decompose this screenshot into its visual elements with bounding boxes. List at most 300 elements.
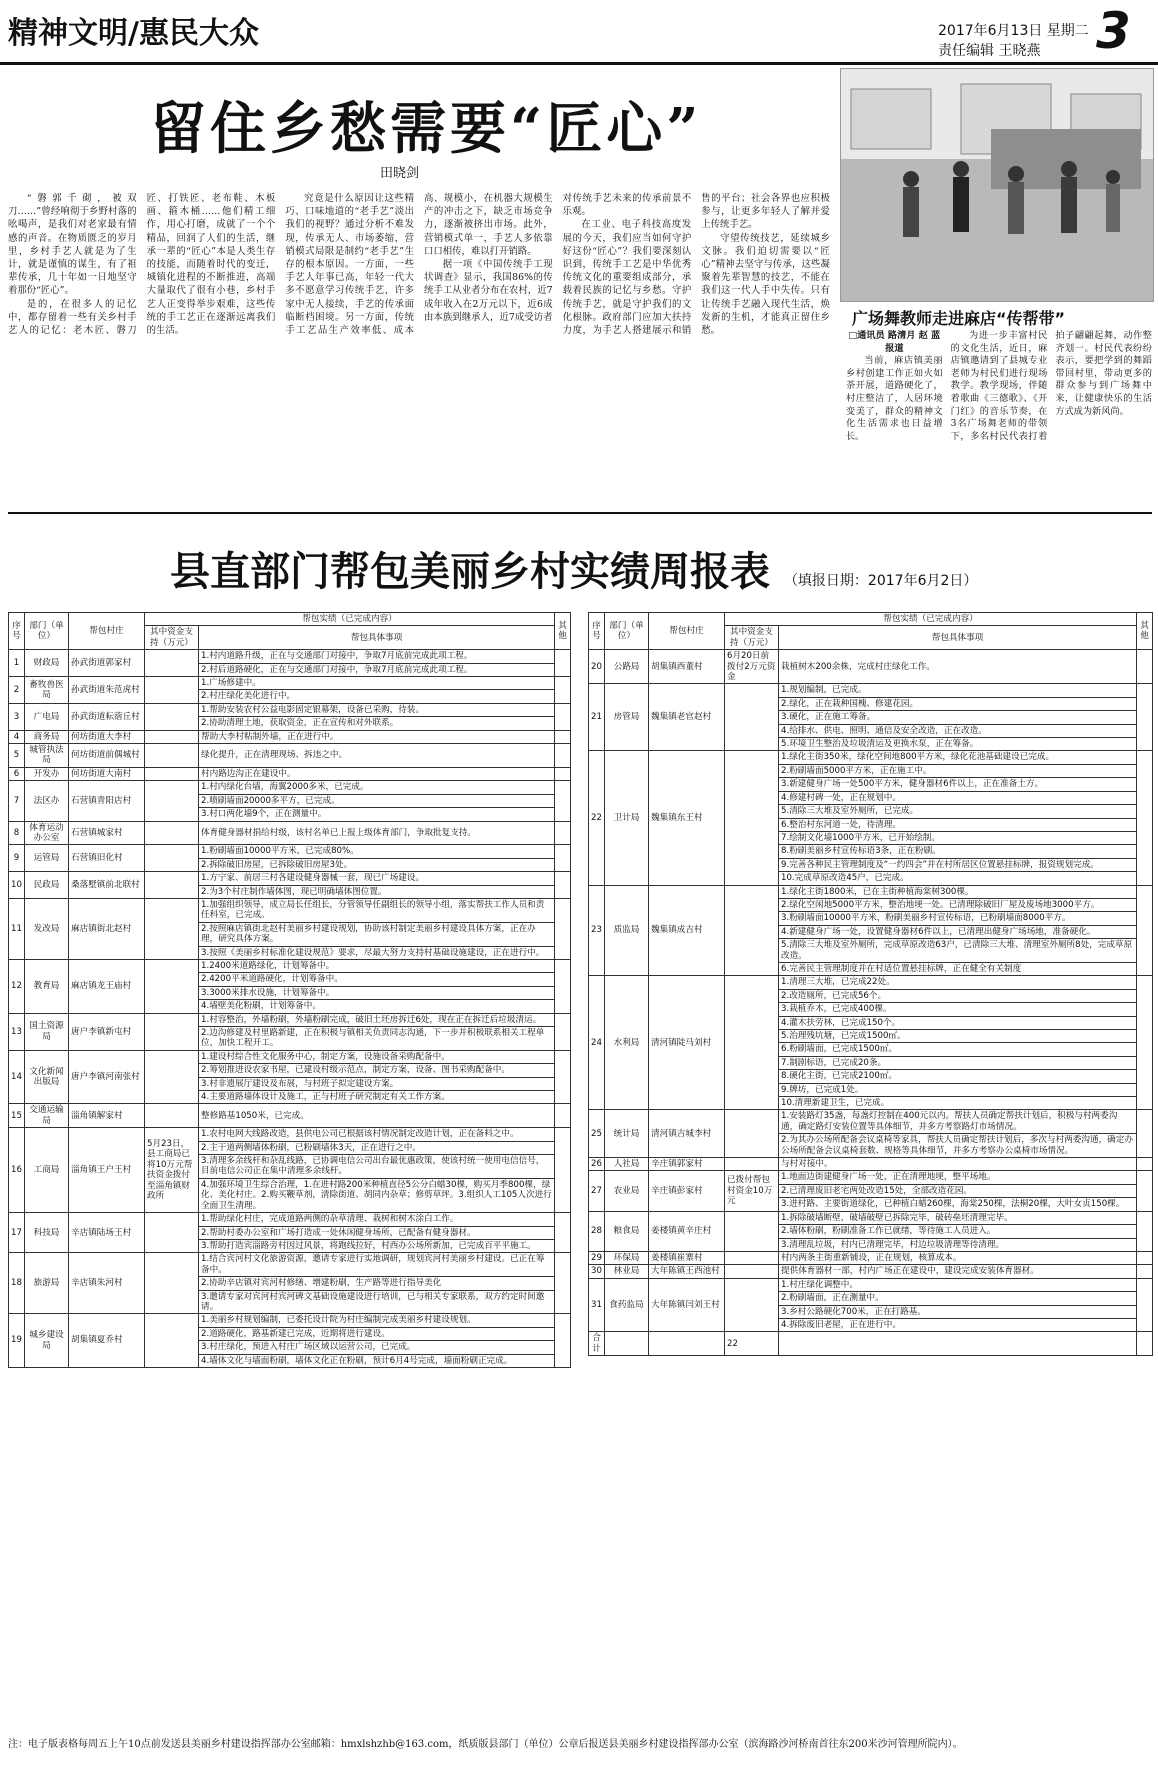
row-village: 辛庄镇郭家村 xyxy=(649,1158,725,1171)
row-item: 4.拆除废旧老屋，正在进行中。 xyxy=(779,1318,1137,1331)
row-item: 3.帮助打造宾淄路旁村因过风景，将跑线拉好，村西办公场所新加，已完成百平平施工。 xyxy=(199,1239,555,1252)
row-village: 唐户李镇新屯村 xyxy=(69,1013,145,1050)
row-village: 唐户李镇河南张村 xyxy=(69,1050,145,1104)
table-row xyxy=(9,1314,571,1327)
row-fund xyxy=(725,751,779,885)
row-number: 8 xyxy=(9,821,25,845)
row-item: 3.村庄绿化，预进入村庄广场区域以运营公司，已完成。 xyxy=(199,1341,555,1354)
row-item: 4.墙壁美化粉刷，计划筹备中。 xyxy=(199,1000,555,1013)
row-other xyxy=(555,781,571,821)
header-other: 其他 xyxy=(1137,613,1153,650)
row-dept: 城管执法局 xyxy=(25,744,69,768)
row-number: 22 xyxy=(589,751,605,885)
header-perf: 帮包实绩（已完成内容） xyxy=(725,613,1137,626)
row-number: 19 xyxy=(9,1314,25,1368)
row-other xyxy=(1137,976,1153,1110)
row-item: 1.农村电网大线路改造，县供电公司已根据该村情况制定改造计划，正在备料之中。 xyxy=(199,1128,555,1141)
row-fund xyxy=(145,650,199,677)
row-village: 淄角镇王户王村 xyxy=(69,1128,145,1213)
row-village: 孙武街道耘蓿丘村 xyxy=(69,703,145,730)
row-dept: 文化新闻出版局 xyxy=(25,1050,69,1104)
section-divider xyxy=(8,512,1152,514)
row-fund xyxy=(145,703,199,730)
side-paragraph: 为进一步丰富村民的文化生活，近日，麻店镇邀请到了县城专业老师为村民们进行现场教学。教学现场，伴随着歌曲《三德歌》、《开门红》的音乐节奏，在3名广场舞老师的带领下，多名村民代表打着拍子翩翩起舞，动作整齐划一。村民代表纷纷表示，要把学到的舞蹈带回村里，带动更多的群众参与到广场舞中来，让健康快乐的生活方式成为新风尚。 xyxy=(950,330,1152,442)
issue-date: 2017年6月13日 星期二 xyxy=(938,23,1089,39)
row-fund xyxy=(145,1104,199,1128)
footer-note: 注：电子版表格每周五上午10点前发送县美丽乡村建设指挥部办公室邮箱：hmxlshzhb@163.com，纸质版县部门（单位）公章后报送县美丽乡村建设指挥部办公室（滨海路沙河桥南首往东200米沙河管理所院内）。 xyxy=(8,1739,963,1750)
row-dept: 卫计局 xyxy=(605,751,649,885)
row-village: 清河镇吉城李村 xyxy=(649,1110,725,1158)
row-number: 5 xyxy=(9,744,25,768)
table-row xyxy=(9,744,571,768)
row-fund: 22 xyxy=(725,1332,779,1356)
row-item: 3.乡村公路硬化700米，正在打路基。 xyxy=(779,1305,1137,1318)
header-items: 帮包具体事项 xyxy=(199,626,555,650)
header-fund: 其中资金支持（万元） xyxy=(145,626,199,650)
row-item: 1.规划编制，已完成。 xyxy=(779,684,1137,697)
table-row xyxy=(589,751,1153,764)
row-other xyxy=(1137,1211,1153,1251)
row-item: 3.新建健身广场一处500平方米，健身器材6件以上，正在准备土方。 xyxy=(779,778,1137,791)
row-number: 25 xyxy=(589,1110,605,1158)
row-dept: 体育运动办公室 xyxy=(25,821,69,845)
row-item: 4.墙体文化与墙面粉刷，墙体文化正在粉刷，预计6月4号完成，墙面粉刷正完成。 xyxy=(199,1354,555,1367)
row-dept: 粮食局 xyxy=(605,1211,649,1251)
row-item: 1.2400米道路绿化，计划筹备中。 xyxy=(199,959,555,972)
row-village: 姜楼镇崔寨村 xyxy=(649,1251,725,1264)
row-item: 3.清理乱垃圾，村内已清理完毕，村边垃圾清理等待清理。 xyxy=(779,1238,1137,1251)
row-number: 3 xyxy=(9,703,25,730)
row-village: 何坊街道大南村 xyxy=(69,767,145,780)
row-item: 9.完善各种民主管理制度及“一约四会”并在村所居区位置悬挂标牌，报资规划完成。 xyxy=(779,858,1137,871)
report-fill-date: （填报日期：2017年6月2日） xyxy=(783,573,978,589)
row-item: 1.帮助绿化村庄，完成道路两侧的杂草清理、栽树和树木涂白工作。 xyxy=(199,1213,555,1226)
row-item: 栽植树木200余株，完成村庄绿化工作。 xyxy=(779,650,1137,684)
header-perf: 帮包实绩（已完成内容） xyxy=(145,613,555,626)
row-village: 魏集镇成吉村 xyxy=(649,885,725,976)
article-body xyxy=(8,192,830,498)
table-row xyxy=(9,677,571,690)
article-paragraph: 据一项《中国传统手工现状调查》显示，我国86%的传统手工从业者分布在农村，近7成年收入在2万元以下，近6成由本族到继承人，近7成受访者对传统手艺未来的传承前景不乐观。 xyxy=(423,193,692,323)
row-dept: 旅游局 xyxy=(25,1253,69,1314)
row-fund xyxy=(725,1158,779,1171)
row-number: 16 xyxy=(9,1128,25,1213)
row-item: 1.村庄绿化调整中。 xyxy=(779,1278,1137,1291)
row-other xyxy=(555,959,571,1013)
row-fund xyxy=(145,767,199,780)
section-title: 精神文明/惠民大众 xyxy=(8,16,259,51)
row-village: 淄角镇解家村 xyxy=(69,1104,145,1128)
row-number: 14 xyxy=(9,1050,25,1104)
report-table-left xyxy=(8,612,571,1368)
header-village: 帮包村庄 xyxy=(649,613,725,650)
row-item: 2.道路硬化，路基新建已完成，近期将进行建设。 xyxy=(199,1327,555,1340)
row-number: 12 xyxy=(9,959,25,1013)
row-number: 11 xyxy=(9,898,25,959)
row-other xyxy=(555,821,571,845)
table-row xyxy=(9,781,571,794)
row-item: 2.粉刷墙面5000平方米，正在施工中。 xyxy=(779,764,1137,777)
row-item: 1.村内道路升级，正在与交通部门对接中，争取7月底前完成此项工程。 xyxy=(199,650,555,663)
row-fund: 5月23日，县工商局已将10万元帮扶资金拨付至淄角镇财政所 xyxy=(145,1128,199,1213)
row-item: 2.主干道两侧墙体粉刷，已粉刷墙体3天，正在进行之中。 xyxy=(199,1141,555,1154)
row-item: 6.整治村东河道一处，待清理。 xyxy=(779,818,1137,831)
header-dept: 部门（单位） xyxy=(25,613,69,650)
table-row xyxy=(9,872,571,885)
row-number: 15 xyxy=(9,1104,25,1128)
row-other xyxy=(555,744,571,768)
row-dept: 科技局 xyxy=(25,1213,69,1253)
row-dept: 人社局 xyxy=(605,1158,649,1171)
row-fund xyxy=(725,885,779,976)
row-other xyxy=(555,767,571,780)
row-number: 24 xyxy=(589,976,605,1110)
row-other xyxy=(555,1104,571,1128)
article-author: 田晓剑 xyxy=(380,166,420,181)
page-number: 3 xyxy=(1096,2,1131,60)
row-item: 1.清理三大堆，已完成22处。 xyxy=(779,976,1137,989)
side-article xyxy=(846,330,1152,498)
row-fund xyxy=(145,677,199,704)
table-row xyxy=(9,767,571,780)
row-village: 麻店镇街北赵村 xyxy=(69,898,145,959)
row-fund xyxy=(145,1213,199,1253)
row-item: 1.地面边街建健身广场一处，正在清理地埂，整平场地。 xyxy=(779,1171,1137,1184)
row-other xyxy=(555,1314,571,1368)
row-dept: 发改局 xyxy=(25,898,69,959)
row-item: 6.粉刷墙面，已完成1500㎡。 xyxy=(779,1043,1137,1056)
row-item: 2.为其办公场所配备会议桌椅等家具，帮扶人员确定帮扶计划后，多次与村两委沟通，确定办公场所配备会议桌椅套数、规格等具体细节，并多方考察办公桌椅市场情况。 xyxy=(779,1134,1137,1158)
row-dept: 工商局 xyxy=(25,1128,69,1213)
row-dept xyxy=(605,1332,649,1356)
header-dept: 部门（单位） xyxy=(605,613,649,650)
row-item: 2.村庄绿化美化进行中。 xyxy=(199,690,555,703)
row-item: 2.墙体粉刷，粉刷准备工作已就绪，等待施工人员进入。 xyxy=(779,1225,1137,1238)
row-dept: 农业局 xyxy=(605,1171,649,1211)
row-dept: 林业局 xyxy=(605,1265,649,1278)
table-row xyxy=(589,1158,1153,1171)
row-other xyxy=(555,898,571,959)
row-village: 清河镇陡马刘村 xyxy=(649,976,725,1110)
row-fund xyxy=(145,1253,199,1314)
row-item: 2.拆除破旧房屋，已拆除破旧房屋3处。 xyxy=(199,858,555,871)
row-item: 1.广场修建中。 xyxy=(199,677,555,690)
row-other xyxy=(555,1128,571,1213)
header-village: 帮包村庄 xyxy=(69,613,145,650)
table-row xyxy=(9,959,571,972)
row-fund xyxy=(145,1013,199,1050)
row-fund xyxy=(725,1251,779,1264)
table-row xyxy=(589,1171,1153,1184)
row-item: 2.已清理废旧老宅两处改造15处，全部改造花园。 xyxy=(779,1184,1137,1197)
table-row xyxy=(9,650,571,663)
row-village: 胡集镇西董村 xyxy=(649,650,725,684)
report-title xyxy=(170,540,977,597)
article-headline: 留住乡愁需要“匠心” xyxy=(150,96,703,162)
row-other xyxy=(1137,1332,1153,1356)
report-title-text: 县直部门帮包美丽乡村实绩周报表 xyxy=(170,548,770,595)
header-no: 序号 xyxy=(589,613,605,650)
row-item: 村内路边沟正在建设中。 xyxy=(199,767,555,780)
row-other xyxy=(555,650,571,677)
row-item: 6.完善民主管理制度并在村适位置悬挂标牌，正在健全有关制度 xyxy=(779,962,1137,975)
row-item: 3.村口两化墙9个，正在测量中。 xyxy=(199,808,555,821)
row-item: 2.绿化空闲地5000平方米，整治地埂一处。已清理除破旧厂屋及废场地3000平方。 xyxy=(779,898,1137,911)
row-item: 4.给排水、供电、照明、通信及安全改造，正在改造。 xyxy=(779,724,1137,737)
row-item: 3.进村路、主要街道绿化，已种植白蜡260棵，海棠250棵，法桐20棵，大叶女贞150棵。 xyxy=(779,1198,1137,1211)
row-fund xyxy=(145,1314,199,1368)
header-no: 序号 xyxy=(9,613,25,650)
row-fund xyxy=(145,744,199,768)
row-village: 辛店镇陆场王村 xyxy=(69,1213,145,1253)
table-row xyxy=(9,1013,571,1026)
row-item: 1.帮助安装农村公益电影固定银幕架，设备已采购，待装。 xyxy=(199,703,555,716)
row-other xyxy=(555,845,571,872)
row-number: 6 xyxy=(9,767,25,780)
table-row xyxy=(589,1278,1153,1291)
row-number: 20 xyxy=(589,650,605,684)
row-village: 石营镇城家村 xyxy=(69,821,145,845)
row-dept: 民政局 xyxy=(25,872,69,899)
row-item: 4.主要道路墙体设计及施工，正与村班子研究制定有关工作方案。 xyxy=(199,1091,555,1104)
row-other xyxy=(555,872,571,899)
side-byline: □通讯员 路清月 赵 蓝 报道 xyxy=(848,330,941,354)
row-number: 29 xyxy=(589,1251,605,1264)
row-village: 魏集镇老官赵村 xyxy=(649,684,725,751)
row-item: 2.协助辛店镇对宾河村修缮、增建粉刷，生产路等进行指导美化 xyxy=(199,1277,555,1290)
table-row xyxy=(9,730,571,743)
row-fund xyxy=(145,781,199,821)
row-number: 30 xyxy=(589,1265,605,1278)
row-fund xyxy=(145,1050,199,1104)
row-number: 合计 xyxy=(589,1332,605,1356)
row-item: 1.绿化主街350米，绿化空间地800平方米，绿化花池基础建设已完成。 xyxy=(779,751,1137,764)
table-row xyxy=(589,1110,1153,1134)
row-village: 大年陈镇闫刘王村 xyxy=(649,1278,725,1332)
table-row xyxy=(9,845,571,858)
row-fund xyxy=(145,959,199,1013)
row-dept: 国土资源局 xyxy=(25,1013,69,1050)
row-item: 4.修建村碑一处，正在规划中。 xyxy=(779,791,1137,804)
row-dept: 城乡建设局 xyxy=(25,1314,69,1368)
row-fund xyxy=(725,684,779,751)
row-village: 何坊街道前偶城村 xyxy=(69,744,145,768)
row-dept: 畜牧兽医局 xyxy=(25,677,69,704)
row-item: 10.完成草原改造45户，已完成。 xyxy=(779,872,1137,885)
row-item: 绿化提升，正在清理现场、拆违之中。 xyxy=(199,744,555,768)
row-fund xyxy=(725,1211,779,1251)
row-item: 3.村非遗展厅建设及布展，与村班子拟定建设方案。 xyxy=(199,1077,555,1090)
row-other xyxy=(1137,650,1153,684)
row-number: 21 xyxy=(589,684,605,751)
table-row xyxy=(589,650,1153,684)
row-village: 辛庄镇彭家村 xyxy=(649,1171,725,1211)
row-item: 1.结合宾河村文化旅游资源，邀请专家进行实地调研，规划宾河村美丽乡村建设。已正在筹备中。 xyxy=(199,1253,555,1277)
row-other xyxy=(555,1213,571,1253)
row-other xyxy=(1137,1265,1153,1278)
header-fund: 其中资金支持（万元） xyxy=(725,626,779,650)
row-item: 2.筹划推进设农家书屋，已建设村级示范点，制定方案，设备、图书采购配备中。 xyxy=(199,1064,555,1077)
row-item: 1.绿化主街1800米，已在主街种植海棠树300棵。 xyxy=(779,885,1137,898)
row-fund xyxy=(725,1265,779,1278)
row-dept: 环保局 xyxy=(605,1251,649,1264)
article-paragraph: 是的，在很多人的记忆中，都存留着一些有关乡村手艺人的记忆：老木匠、磐刀匠、打铁匠、老布鞋、木板画、箍木桶……他们精工细作，用心打磨，成就了一个个精品，回润了人们的生活，继承一辈的“匠心”本是人类生存的技能，而随着时代的变迁，城镇化进程的不断推进，高端大量取代了很有小巷，乡村手艺人正变得举步艰难，这些传统的手工艺正在逐渐远离我们的生活。 xyxy=(8,193,276,337)
table-row xyxy=(9,821,571,845)
table-row xyxy=(589,1332,1153,1356)
row-number: 1 xyxy=(9,650,25,677)
row-item: 10.清理新建卫生，已完成。 xyxy=(779,1097,1137,1110)
article-paragraph: 在工业、电子科技高度发展的今天，我们应当如何守护好这份“匠心”？我们要深刻认识到，传统手工艺是中华优秀传统文化的重要组成部分，承载着民族的记忆与乡愁。守护传统手艺，就是守护我们的文化根脉。政府部门应加大扶持力度，为手艺人搭建展示和销售的平台；社会各界也应积极参与，让更多年轻人了解并爱上传统手艺。 xyxy=(562,193,830,337)
row-dept: 商务局 xyxy=(25,730,69,743)
row-item: 1.粉刷墙面10000平方米，已完成80%。 xyxy=(199,845,555,858)
table-row xyxy=(9,1128,571,1141)
row-village: 桑落墅镇前北联村 xyxy=(69,872,145,899)
table-row xyxy=(9,898,571,922)
row-item: 2.按照麻店镇街北赵村美丽乡村建设规划，协助该村制定美丽乡村建设具体方案，正在办理，研究具体方案。 xyxy=(199,922,555,946)
table-row xyxy=(589,1265,1153,1278)
row-other xyxy=(1137,885,1153,976)
table-row xyxy=(589,684,1153,697)
row-item: 4.新建健身广场一处，设置健身器材6件以上，已清理出健身广场场地，准备硬化。 xyxy=(779,925,1137,938)
row-item: 5.清除三大堆及室外厕所，已完成。 xyxy=(779,805,1137,818)
row-item: 5.治理残坑塘，已完成1500㎡。 xyxy=(779,1030,1137,1043)
table-row xyxy=(589,885,1153,898)
row-dept: 交通运输局 xyxy=(25,1104,69,1128)
row-dept: 财政局 xyxy=(25,650,69,677)
row-item: 3.按照《美丽乡村标准化建设规范》要求，尽最大努力支持村基础设施建设，正在进行中。 xyxy=(199,946,555,959)
row-other xyxy=(1137,1158,1153,1171)
row-dept: 质监局 xyxy=(605,885,649,976)
row-other xyxy=(1137,684,1153,751)
row-item xyxy=(779,1332,1137,1356)
row-other xyxy=(1137,1110,1153,1158)
editor-credit: 责任编辑 王晓燕 xyxy=(938,43,1041,59)
row-fund xyxy=(725,1278,779,1332)
photo-caption: 广场舞教师走进麻店“传帮带” xyxy=(852,309,1066,328)
row-item: 2.绿化，正在栽种国槐、修建花园。 xyxy=(779,697,1137,710)
row-fund xyxy=(145,821,199,845)
row-dept: 公路局 xyxy=(605,650,649,684)
header-other: 其他 xyxy=(555,613,571,650)
table-row xyxy=(9,1050,571,1063)
page-header xyxy=(0,0,1158,65)
article-paragraph: 究竟是什么原因让这些精巧、口味地道的“老手艺”淡出我们的视野？通过分析不难发现，传承无人、市场萎缩，营销模式局限是制约“老手艺”生存的根本原因。一方面，一些手艺人年事已高，年轻一代大多不愿意学习传统手艺，许多家中无人接续，手艺的传承面临断档困境。另一方面，传统手工艺品生产效率低、成本高、规模小，在机器大规模生产的冲击之下，缺乏市场竞争力，逐渐被挤出市场。此外，营销模式单一，手艺人多依靠口口相传，难以打开销路。 xyxy=(285,193,553,337)
row-item: 1.美丽乡村规划编制，已委托设计院为村庄编制完成美丽乡村建设规划。 xyxy=(199,1314,555,1327)
row-village: 大年陈镇王西池村 xyxy=(649,1265,725,1278)
row-number: 27 xyxy=(589,1171,605,1211)
side-paragraph: 当前，麻店镇美丽乡村创建工作正如火如荼开展，道路硬化了，村庄整洁了，人居环境变美了，群众的精神文化生活需求也日益增长。 xyxy=(846,355,943,442)
row-village: 姜楼镇黄辛庄村 xyxy=(649,1211,725,1251)
article-paragraph: 守望传统技艺，延续城乡文脉。我们迫切需要以“匠心”精神去坚守与传承，这些凝聚着先辈智慧的技艺，不能在我们这一代人手中失传。只有让传统手艺融入现代生活，焕发新的生机，才能真正留住乡愁。 xyxy=(701,232,830,337)
dance-photo xyxy=(840,68,1154,302)
row-village: 辛店镇朱河村 xyxy=(69,1253,145,1314)
row-village: 孙武街道郭家村 xyxy=(69,650,145,677)
row-number: 18 xyxy=(9,1253,25,1314)
article-paragraph: “磐郭千砌，被双刀……”曾经响彻于乡野村落的吆喝声，是我们对老家最有情感的声音。在物质匮乏的岁月里，乡村手艺人就是为了生计，就是谨慎的谋生，有了祖辈传承，几十年如一日地坚守着那份“匠心”。 xyxy=(8,193,137,297)
row-number: 9 xyxy=(9,845,25,872)
row-fund xyxy=(145,872,199,899)
row-village: 孙武街道朱范虎村 xyxy=(69,677,145,704)
row-number: 28 xyxy=(589,1211,605,1251)
row-item: 村内两条主街重新铺设，正在规划，核算成本。 xyxy=(779,1251,1137,1264)
row-item: 帮助大李村粘制外墙，正在进行中。 xyxy=(199,730,555,743)
row-item: 8.粉刷美丽乡村宣传标语3条，正在粉刷。 xyxy=(779,845,1137,858)
row-number: 17 xyxy=(9,1213,25,1253)
report-table-right xyxy=(588,612,1153,1356)
row-item: 3.邀请专家对宾河村宾河碑文基础设施建设进行培训，已与相关专家联系，双方约定时间邀请。 xyxy=(199,1290,555,1314)
row-village: 何坊街道大李村 xyxy=(69,730,145,743)
row-dept: 法区办 xyxy=(25,781,69,821)
row-dept: 教育局 xyxy=(25,959,69,1013)
row-number: 2 xyxy=(9,677,25,704)
row-fund xyxy=(725,1110,779,1158)
table-row xyxy=(589,976,1153,989)
row-item: 3.硬化，正在施工筹备。 xyxy=(779,711,1137,724)
row-fund: 6月20日前拨付2万元资金 xyxy=(725,650,779,684)
row-dept: 房管局 xyxy=(605,684,649,751)
header-items: 帮包具体事项 xyxy=(779,626,1137,650)
row-item: 2.4200平米道路硬化，计划筹备中。 xyxy=(199,973,555,986)
row-fund: 已拨付帮包村资金10万元 xyxy=(725,1171,779,1211)
row-item: 2.为3个村庄制作墙体图，现已明确墙体图位置。 xyxy=(199,885,555,898)
row-item: 1.村容整治，外墙粉刷，外墙粉刷完成，破旧土坯房拆迁6处，现在正在拆迁后垃圾清运。 xyxy=(199,1013,555,1026)
row-other xyxy=(1137,751,1153,885)
row-item: 5.环境卫生整治及垃圾清运及更换水泵，正在筹备。 xyxy=(779,738,1137,751)
table-row xyxy=(9,1104,571,1128)
row-village: 石营镇旧化村 xyxy=(69,845,145,872)
row-item: 5.清除三大堆及室外厕所，完成草原改造63户，已清除三大堆、清理室外厕所8处，完成草原改造。 xyxy=(779,939,1137,963)
row-village: 麻店镇龙王庙村 xyxy=(69,959,145,1013)
row-item: 3.3000米排水设施，计划筹备中。 xyxy=(199,986,555,999)
photo-illustration xyxy=(841,69,1153,301)
row-item: 1.安装路灯35盏，每盏灯控制在400元以内。帮扶人员确定帮扶计划后，积极与村两委沟通，确定路灯安装位置等具体细节，并多方考察路灯市场情况。 xyxy=(779,1110,1137,1134)
row-fund xyxy=(145,898,199,959)
row-number: 10 xyxy=(9,872,25,899)
row-other xyxy=(1137,1278,1153,1332)
row-other xyxy=(555,1050,571,1104)
row-dept: 开发办 xyxy=(25,767,69,780)
row-item: 整修路基1050米，已完成。 xyxy=(199,1104,555,1128)
row-other xyxy=(1137,1251,1153,1264)
row-dept: 运管局 xyxy=(25,845,69,872)
row-village: 胡集镇夏乔村 xyxy=(69,1314,145,1368)
row-item: 提供体育器材一部，村内广场正在建设中，建设完成安装体育器材。 xyxy=(779,1265,1137,1278)
row-item: 4.加强环境卫生综合治理，1.在进村路200米种植直径5公分白蜡30棵，购买月季800棵，绿化、美化村庄。2.购买鞭草剂，清除街道、胡同内杂草；修剪草坪。3.组织人工105人次进行全面卫生清理。 xyxy=(199,1178,555,1212)
row-item: 7.制剧标语，已完成20条。 xyxy=(779,1056,1137,1069)
row-number: 4 xyxy=(9,730,25,743)
row-other xyxy=(1137,1171,1153,1211)
table-row xyxy=(9,1213,571,1226)
row-item: 2.村后道路硬化，正在与交通部门对接中，争取7月底前完成此项工程。 xyxy=(199,663,555,676)
row-number: 23 xyxy=(589,885,605,976)
row-item: 1.拆除破墙断壁，破墙破壁已拆除完毕，破砖垒坯清理完毕。 xyxy=(779,1211,1137,1224)
row-item: 3.栽植乔木，已完成400棵。 xyxy=(779,1003,1137,1016)
row-dept: 食药监局 xyxy=(605,1278,649,1332)
row-item: 2.帮助村委办公室和广场打造成一处休闲健身场所，已配备有健身器材。 xyxy=(199,1226,555,1239)
row-item: 2.边沟修建及村里路新建，正在积极与镇相关负责同志沟通，下一步并积极联系相关工程单位，加快工程开工。 xyxy=(199,1027,555,1051)
table-row xyxy=(589,1251,1153,1264)
table-row xyxy=(9,703,571,716)
row-other xyxy=(555,677,571,704)
row-item: 7.绘制文化墙1000平方米，已开始绘制。 xyxy=(779,831,1137,844)
row-item: 3.清理多余线杆和杂乱线路，已协调电信公司出台最优惠政策，使该村统一使用电信信号，目前电信公司正在集中清理多余线杆。 xyxy=(199,1155,555,1179)
row-number: 31 xyxy=(589,1278,605,1332)
row-village xyxy=(649,1332,725,1356)
row-other xyxy=(555,1013,571,1050)
row-village: 魏集镇东王村 xyxy=(649,751,725,885)
row-item: 3.粉刷墙面10000平方米，粉刷美丽乡村宣传标语，已粉刷墙面8000平方。 xyxy=(779,912,1137,925)
row-item: 1.村内绿化台墙，海翼2000多米，已完成。 xyxy=(199,781,555,794)
